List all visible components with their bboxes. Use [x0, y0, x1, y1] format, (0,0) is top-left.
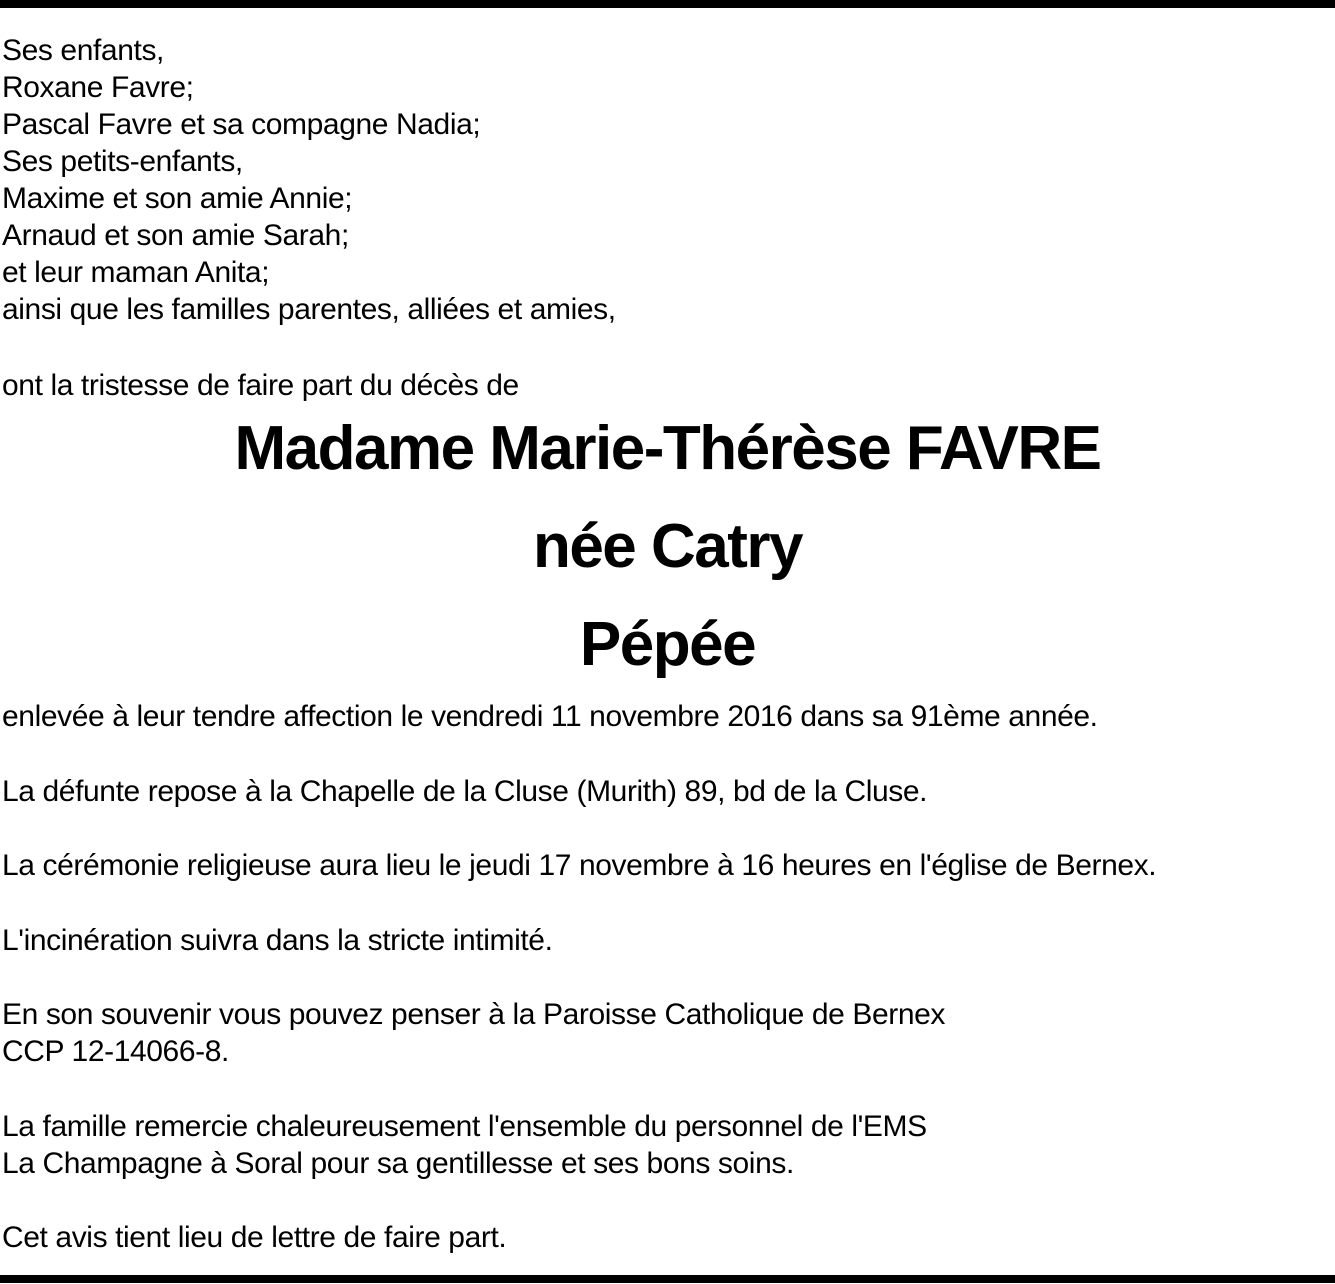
deceased-nickname: Pépée	[579, 610, 756, 679]
thanks-text	[2, 1108, 927, 1182]
deceased-maiden-name: née Catry	[532, 512, 803, 581]
family-line: Arnaud et son amie Sarah;	[2, 219, 349, 252]
family-line: Pascal Favre et sa compagne Nadia;	[2, 108, 481, 141]
incineration-text: L'incinération suivra dans la stricte intimité.	[2, 924, 553, 957]
family-line: Roxane Favre;	[2, 71, 194, 104]
donation-line: CCP 12-14066-8.	[2, 1035, 229, 1068]
top-rule	[0, 0, 1335, 8]
death-date-text: enlevée à leur tendre affection le vendredi 11 novembre 2016 dans sa 91ème année.	[2, 700, 1098, 733]
thanks-line: La Champagne à Soral pour sa gentillesse et ses bons soins.	[2, 1147, 794, 1180]
family-line: Ses enfants,	[2, 34, 164, 67]
family-line: ainsi que les familles parentes, alliées et amies,	[2, 293, 616, 326]
deceased-name-block	[0, 400, 1335, 694]
family-line: et leur maman Anita;	[2, 256, 270, 289]
donation-line: En son souvenir vous pouvez penser à la Paroisse Catholique de Bernex	[2, 998, 945, 1031]
repose-text: La défunte repose à la Chapelle de la Cluse (Murith) 89, bd de la Cluse.	[2, 775, 928, 808]
thanks-line: La famille remercie chaleureusement l'ensemble du personnel de l'EMS	[2, 1110, 927, 1143]
donation-text	[2, 996, 945, 1070]
family-line: Maxime et son amie Annie;	[2, 182, 353, 215]
closing-text: Cet avis tient lieu de lettre de faire part.	[2, 1221, 507, 1254]
bottom-rule	[0, 1275, 1335, 1283]
family-list	[2, 32, 616, 328]
announcement-text: ont la tristesse de faire part du décès de	[2, 369, 519, 402]
ceremony-text: La cérémonie religieuse aura lieu le jeudi 17 novembre à 16 heures en l'église de Bernex.	[2, 849, 1157, 882]
deceased-name: Madame Marie-Thérèse FAVRE	[234, 414, 1101, 483]
family-line: Ses petits-enfants,	[2, 145, 243, 178]
